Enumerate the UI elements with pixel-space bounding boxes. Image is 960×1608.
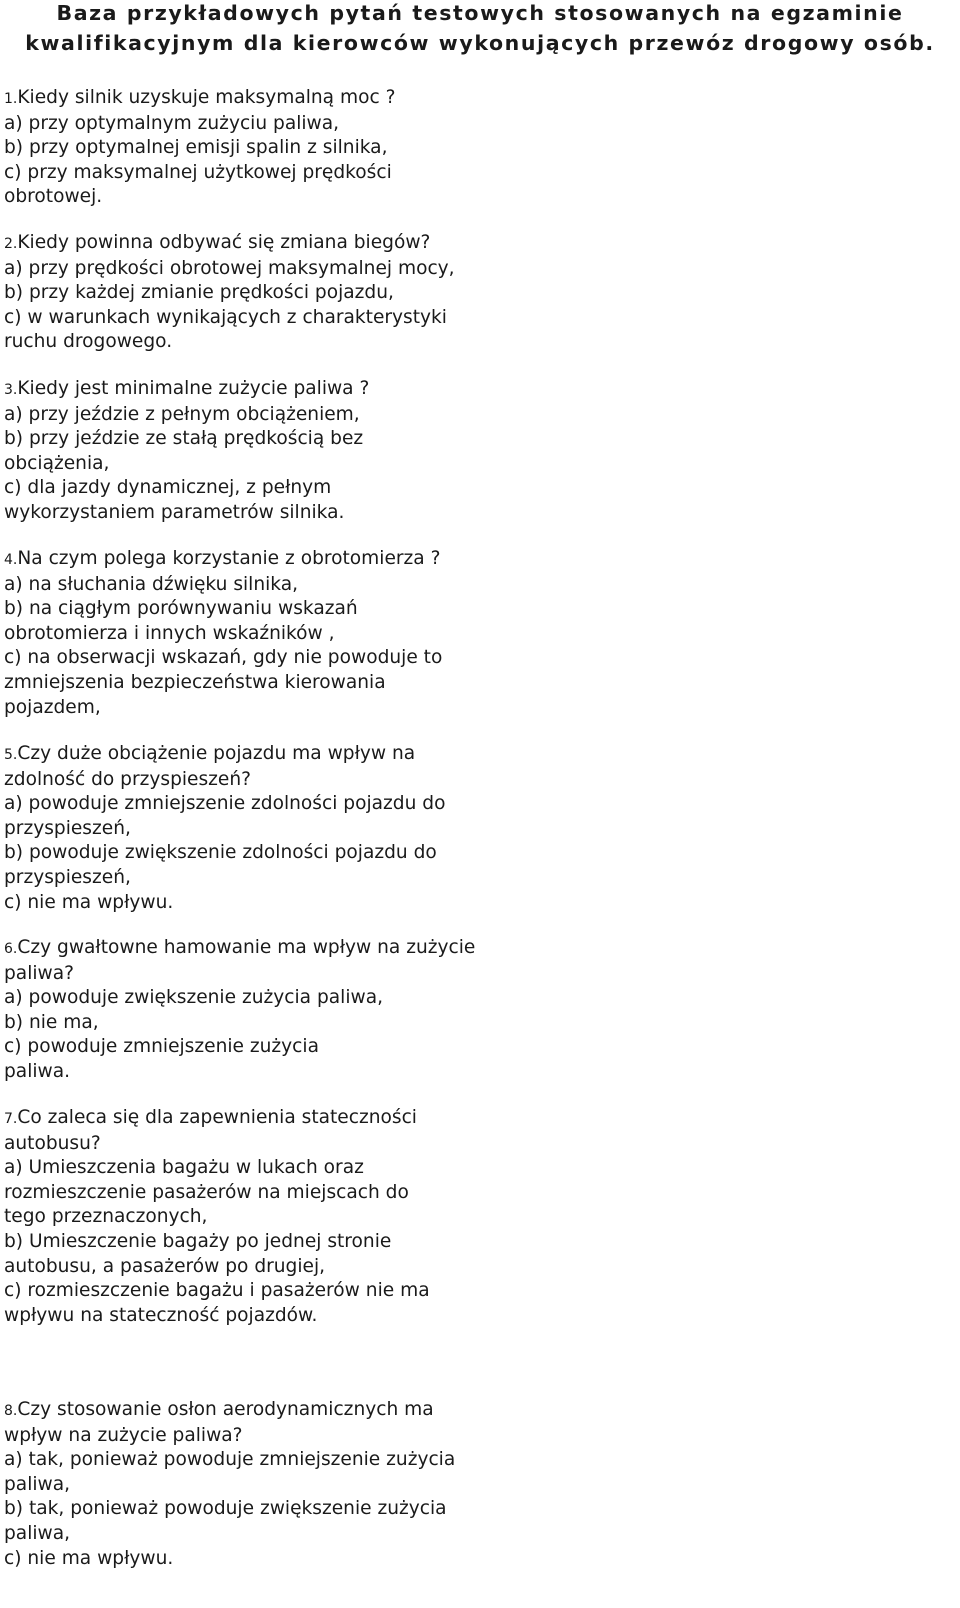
answer-a-cont: tego przeznaczonych, <box>4 1206 208 1228</box>
question-number: 4. <box>4 552 18 568</box>
question-text: 1.Kiedy silnik uzyskuje maksymalną moc ? <box>4 87 396 108</box>
question-3 <box>4 377 604 526</box>
answer-b-cont: paliwa, <box>4 1522 71 1544</box>
question-4 <box>4 547 604 720</box>
answer-c: c) dla jazdy dynamicznej, z pełnym <box>4 477 332 499</box>
question-number: 1. <box>4 91 18 107</box>
question-text: 7.Co zaleca się dla zapewnienia stateczności <box>4 1107 417 1128</box>
answer-c: c) na obserwacji wskazań, gdy nie powoduje to <box>4 647 443 669</box>
question-number: 8. <box>4 1403 18 1419</box>
answer-b: b) tak, ponieważ powoduje zwiększenie zużycia <box>4 1498 447 1520</box>
question-2 <box>4 231 604 355</box>
question-text-cont: zdolność do przyspieszeń? <box>4 768 252 790</box>
answer-a: a) na słuchania dźwięku silnika, <box>4 573 299 595</box>
question-text: 5.Czy duże obciążenie pojazdu ma wpływ na <box>4 743 416 764</box>
answer-c-cont: zmniejszenia bezpieczeństwa kierowania <box>4 671 386 693</box>
answer-a: a) tak, ponieważ powoduje zmniejszenie zużycia <box>4 1449 456 1471</box>
question-number: 7. <box>4 1111 18 1127</box>
answer-c-cont: pojazdem, <box>4 696 101 718</box>
answer-a-cont: paliwa, <box>4 1473 71 1495</box>
answer-a-cont: przyspieszeń, <box>4 817 131 839</box>
answer-a: a) przy prędkości obrotowej maksymalnej mocy, <box>4 257 455 279</box>
answer-c: c) rozmieszczenie bagażu i pasażerów nie ma <box>4 1280 430 1302</box>
answer-a: a) przy optymalnym zużyciu paliwa, <box>4 112 340 134</box>
answer-c: c) w warunkach wynikających z charakterystyki <box>4 306 447 328</box>
question-6 <box>4 936 604 1085</box>
answer-c: c) nie ma wpływu. <box>4 1547 174 1569</box>
answer-c-cont: paliwa. <box>4 1060 71 1082</box>
answer-b: b) Umieszczenie bagaży po jednej stronie <box>4 1230 392 1252</box>
answer-a: a) przy jeździe z pełnym obciążeniem, <box>4 403 360 425</box>
question-1 <box>4 86 604 210</box>
answer-b-cont: obrotomierza i innych wskaźników , <box>4 622 335 644</box>
answer-c-cont: ruchu drogowego. <box>4 331 173 353</box>
answer-b: b) powoduje zwiększenie zdolności pojazdu do <box>4 842 437 864</box>
answer-a: a) Umieszczenia bagażu w lukach oraz <box>4 1157 364 1179</box>
question-number: 3. <box>4 382 18 398</box>
answer-c: c) nie ma wpływu. <box>4 891 174 913</box>
answer-b: b) przy jeździe ze stałą prędkością bez <box>4 428 364 450</box>
answer-b-cont: przyspieszeń, <box>4 866 131 888</box>
answer-c-cont: obrotowej. <box>4 186 103 208</box>
answer-b: b) nie ma, <box>4 1011 99 1033</box>
question-text: 3.Kiedy jest minimalne zużycie paliwa ? <box>4 378 370 399</box>
question-8 <box>4 1398 604 1571</box>
question-number: 5. <box>4 747 18 763</box>
answer-b: b) przy optymalnej emisji spalin z silnika, <box>4 137 388 159</box>
answer-b: b) na ciągłym porównywaniu wskazań <box>4 598 358 620</box>
question-7 <box>4 1106 604 1328</box>
question-text-cont: wpływ na zużycie paliwa? <box>4 1424 243 1446</box>
answer-c-cont: wykorzystaniem parametrów silnika. <box>4 501 345 523</box>
answer-c: c) przy maksymalnej użytkowej prędkości <box>4 161 392 183</box>
question-text-cont: paliwa? <box>4 962 74 984</box>
document-title-line-1: Baza przykładowych pytań testowych stosowanych na egzaminie <box>56 1 904 25</box>
answer-b-cont: obciążenia, <box>4 452 110 474</box>
question-text-cont: autobusu? <box>4 1132 101 1154</box>
answer-a-cont: rozmieszczenie pasażerów na miejscach do <box>4 1181 409 1203</box>
question-5 <box>4 742 604 915</box>
answer-c: c) powoduje zmniejszenie zużycia <box>4 1036 319 1058</box>
answer-c-cont: wpływu na stateczność pojazdów. <box>4 1304 318 1326</box>
answer-b-cont: autobusu, a pasażerów po drugiej, <box>4 1255 326 1277</box>
question-text: 6.Czy gwałtowne hamowanie ma wpływ na zużycie <box>4 937 476 958</box>
answer-b: b) przy każdej zmianie prędkości pojazdu, <box>4 282 394 304</box>
question-text: 4.Na czym polega korzystanie z obrotomierza ? <box>4 548 441 569</box>
question-number: 6. <box>4 941 18 957</box>
question-text: 8.Czy stosowanie osłon aerodynamicznych ma <box>4 1399 434 1420</box>
answer-a: a) powoduje zmniejszenie zdolności pojazdu do <box>4 793 446 815</box>
answer-a: a) powoduje zwiększenie zużycia paliwa, <box>4 987 383 1009</box>
document-title-line-2: kwalifikacyjnym dla kierowców wykonujących przewóz drogowy osób. <box>25 31 935 55</box>
question-text: 2.Kiedy powinna odbywać się zmiana biegów? <box>4 232 431 253</box>
question-number: 2. <box>4 236 18 252</box>
